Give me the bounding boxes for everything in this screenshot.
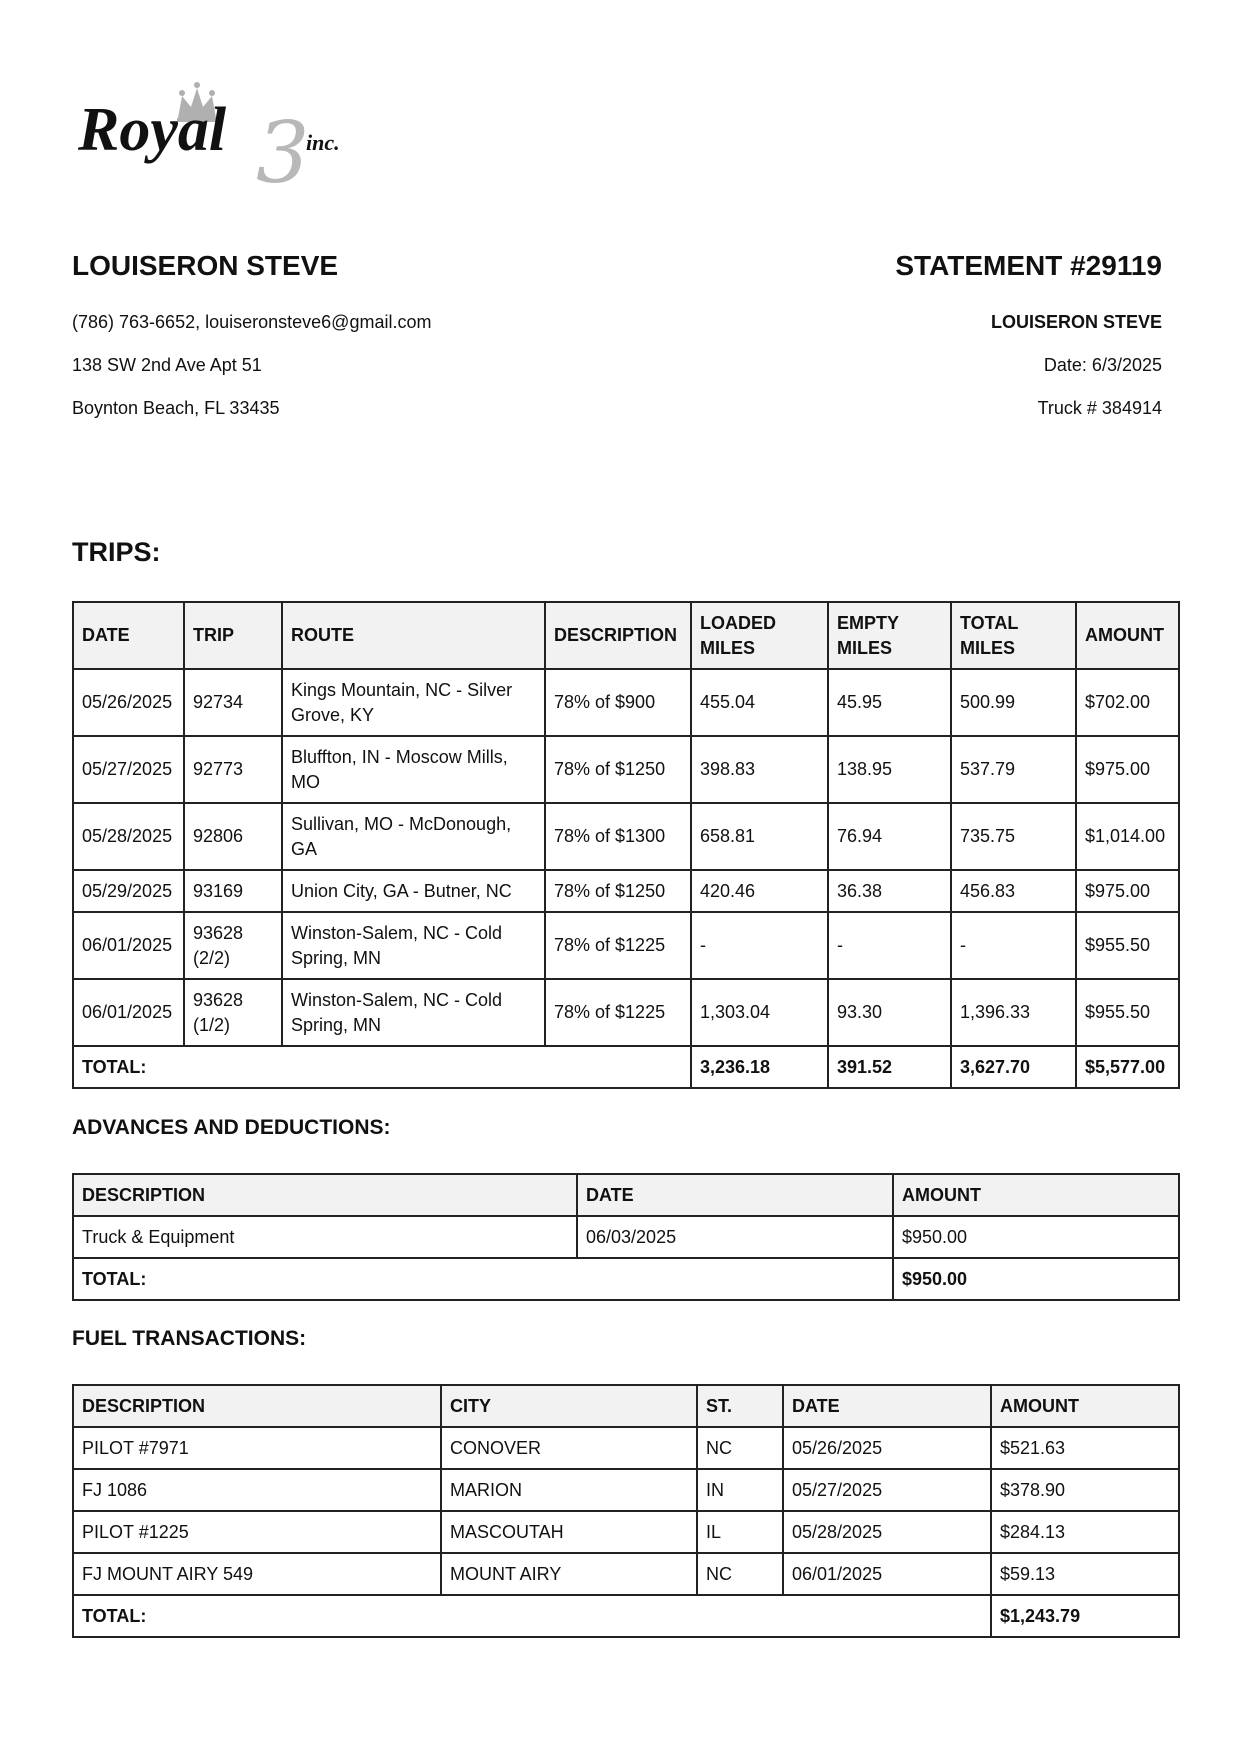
cell-amount: $950.00: [893, 1216, 1179, 1258]
col-header-description: DESCRIPTION: [73, 1385, 441, 1427]
cell-date: 05/28/2025: [73, 803, 184, 870]
col-header-loaded-miles: LOADED MILES: [691, 602, 828, 669]
cell-empty-miles: 36.38: [828, 870, 951, 912]
cell-trip: 92806: [184, 803, 282, 870]
cell-amount: $702.00: [1076, 669, 1179, 736]
cell-state: IN: [697, 1469, 783, 1511]
statement-title: STATEMENT #29119: [895, 250, 1162, 281]
cell-state: NC: [697, 1553, 783, 1595]
col-header-amount: AMOUNT: [991, 1385, 1179, 1427]
cell-description: Truck & Equipment: [73, 1216, 577, 1258]
cell-amount: $975.00: [1076, 736, 1179, 803]
col-header-state: ST.: [697, 1385, 783, 1427]
total-label: TOTAL:: [73, 1258, 893, 1300]
cell-total-miles: 735.75: [951, 803, 1076, 870]
cell-description: 78% of $1300: [545, 803, 691, 870]
col-header-description: DESCRIPTION: [545, 602, 691, 669]
cell-amount: $1,014.00: [1076, 803, 1179, 870]
table-row: [73, 1427, 1179, 1469]
col-header-amount: AMOUNT: [893, 1174, 1179, 1216]
cell-amount: $378.90: [991, 1469, 1179, 1511]
col-header-trip: TRIP: [184, 602, 282, 669]
cell-date: 05/29/2025: [73, 870, 184, 912]
table-row: [73, 912, 1179, 979]
cell-empty-miles: 138.95: [828, 736, 951, 803]
total-amount: $1,243.79: [991, 1595, 1179, 1637]
cell-empty-miles: 76.94: [828, 803, 951, 870]
total-amount: $950.00: [893, 1258, 1179, 1300]
cell-description: 78% of $1250: [545, 736, 691, 803]
trips-title: TRIPS:: [72, 537, 161, 567]
cell-loaded-miles: 1,303.04: [691, 979, 828, 1046]
total-label: TOTAL:: [73, 1046, 691, 1088]
fuel-total-row: [73, 1595, 1179, 1637]
cell-loaded-miles: -: [691, 912, 828, 979]
cell-amount: $975.00: [1076, 870, 1179, 912]
cell-state: NC: [697, 1427, 783, 1469]
cell-amount: $955.50: [1076, 912, 1179, 979]
driver-address-line1: 138 SW 2nd Ave Apt 51: [72, 355, 262, 375]
total-empty-miles: 391.52: [828, 1046, 951, 1088]
cell-amount: $521.63: [991, 1427, 1179, 1469]
table-row: [73, 1216, 1179, 1258]
total-amount: $5,577.00: [1076, 1046, 1179, 1088]
cell-date: 05/26/2025: [73, 669, 184, 736]
table-row: [73, 1469, 1179, 1511]
cell-description: 78% of $1225: [545, 979, 691, 1046]
cell-trip: 93628 (1/2): [184, 979, 282, 1046]
advances-header-row: [73, 1174, 1179, 1216]
statement-date: Date: 6/3/2025: [1043, 355, 1162, 375]
cell-route: Union City, GA - Butner, NC: [282, 870, 545, 912]
total-total-miles: 3,627.70: [951, 1046, 1076, 1088]
table-row: [73, 736, 1179, 803]
cell-description: 78% of $900: [545, 669, 691, 736]
cell-loaded-miles: 658.81: [691, 803, 828, 870]
col-header-route: ROUTE: [282, 602, 545, 669]
cell-route: Kings Mountain, NC - Silver Grove, KY: [282, 669, 545, 736]
col-header-city: CITY: [441, 1385, 697, 1427]
cell-total-miles: -: [951, 912, 1076, 979]
cell-description: 78% of $1250: [545, 870, 691, 912]
cell-route: Winston-Salem, NC - Cold Spring, MN: [282, 979, 545, 1046]
cell-date: 05/27/2025: [783, 1469, 991, 1511]
table-row: [73, 870, 1179, 912]
logo-suffix: inc.: [306, 130, 340, 155]
statement-truck: Truck # 384914: [1037, 398, 1162, 418]
col-header-total-miles: TOTAL MILES: [951, 602, 1076, 669]
total-label: TOTAL:: [73, 1595, 991, 1637]
cell-trip: 92734: [184, 669, 282, 736]
cell-trip: 93169: [184, 870, 282, 912]
cell-description: 78% of $1225: [545, 912, 691, 979]
cell-description: FJ 1086: [73, 1469, 441, 1511]
cell-loaded-miles: 420.46: [691, 870, 828, 912]
cell-description: FJ MOUNT AIRY 549: [73, 1553, 441, 1595]
table-row: [73, 669, 1179, 736]
col-header-date: DATE: [783, 1385, 991, 1427]
fuel-header-row: [73, 1385, 1179, 1427]
cell-date: 05/26/2025: [783, 1427, 991, 1469]
company-logo: [78, 80, 378, 190]
cell-date: 06/03/2025: [577, 1216, 893, 1258]
driver-address-line2: Boynton Beach, FL 33435: [72, 398, 280, 418]
col-header-date: DATE: [73, 602, 184, 669]
cell-date: 05/27/2025: [73, 736, 184, 803]
cell-amount: $284.13: [991, 1511, 1179, 1553]
cell-date: 05/28/2025: [783, 1511, 991, 1553]
cell-empty-miles: 45.95: [828, 669, 951, 736]
col-header-amount: AMOUNT: [1076, 602, 1179, 669]
cell-total-miles: 537.79: [951, 736, 1076, 803]
col-header-empty-miles: EMPTY MILES: [828, 602, 951, 669]
logo-wordmark: Royal: [78, 96, 227, 164]
fuel-title: FUEL TRANSACTIONS:: [72, 1327, 307, 1350]
cell-total-miles: 500.99: [951, 669, 1076, 736]
trips-total-row: [73, 1046, 1179, 1088]
col-header-description: DESCRIPTION: [73, 1174, 577, 1216]
table-row: [73, 979, 1179, 1046]
cell-date: 06/01/2025: [783, 1553, 991, 1595]
table-row: [73, 1511, 1179, 1553]
cell-date: 06/01/2025: [73, 979, 184, 1046]
logo-numeral: 3: [256, 104, 310, 190]
cell-route: Bluffton, IN - Moscow Mills, MO: [282, 736, 545, 803]
cell-route: Sullivan, MO - McDonough, GA: [282, 803, 545, 870]
cell-route: Winston-Salem, NC - Cold Spring, MN: [282, 912, 545, 979]
advances-total-row: [73, 1258, 1179, 1300]
statement-driver-name: LOUISERON STEVE: [990, 312, 1162, 332]
table-row: [73, 803, 1179, 870]
cell-trip: 92773: [184, 736, 282, 803]
cell-city: MASCOUTAH: [441, 1511, 697, 1553]
cell-empty-miles: 93.30: [828, 979, 951, 1046]
cell-city: MOUNT AIRY: [441, 1553, 697, 1595]
cell-city: MARION: [441, 1469, 697, 1511]
total-loaded-miles: 3,236.18: [691, 1046, 828, 1088]
driver-contact: (786) 763-6652, louiseronsteve6@gmail.com: [72, 312, 432, 332]
cell-loaded-miles: 398.83: [691, 736, 828, 803]
cell-total-miles: 1,396.33: [951, 979, 1076, 1046]
cell-empty-miles: -: [828, 912, 951, 979]
trips-header-row: [73, 602, 1179, 669]
cell-amount: $59.13: [991, 1553, 1179, 1595]
cell-description: PILOT #7971: [73, 1427, 441, 1469]
driver-name: LOUISERON STEVE: [72, 250, 339, 281]
advances-table: [72, 1173, 1180, 1301]
fuel-table: [72, 1384, 1180, 1638]
cell-loaded-miles: 455.04: [691, 669, 828, 736]
table-row: [73, 1553, 1179, 1595]
cell-trip: 93628 (2/2): [184, 912, 282, 979]
cell-total-miles: 456.83: [951, 870, 1076, 912]
col-header-date: DATE: [577, 1174, 893, 1216]
cell-amount: $955.50: [1076, 979, 1179, 1046]
cell-city: CONOVER: [441, 1427, 697, 1469]
cell-date: 06/01/2025: [73, 912, 184, 979]
cell-state: IL: [697, 1511, 783, 1553]
cell-description: PILOT #1225: [73, 1511, 441, 1553]
advances-title: ADVANCES AND DEDUCTIONS:: [72, 1116, 391, 1139]
trips-table: [72, 601, 1180, 1089]
